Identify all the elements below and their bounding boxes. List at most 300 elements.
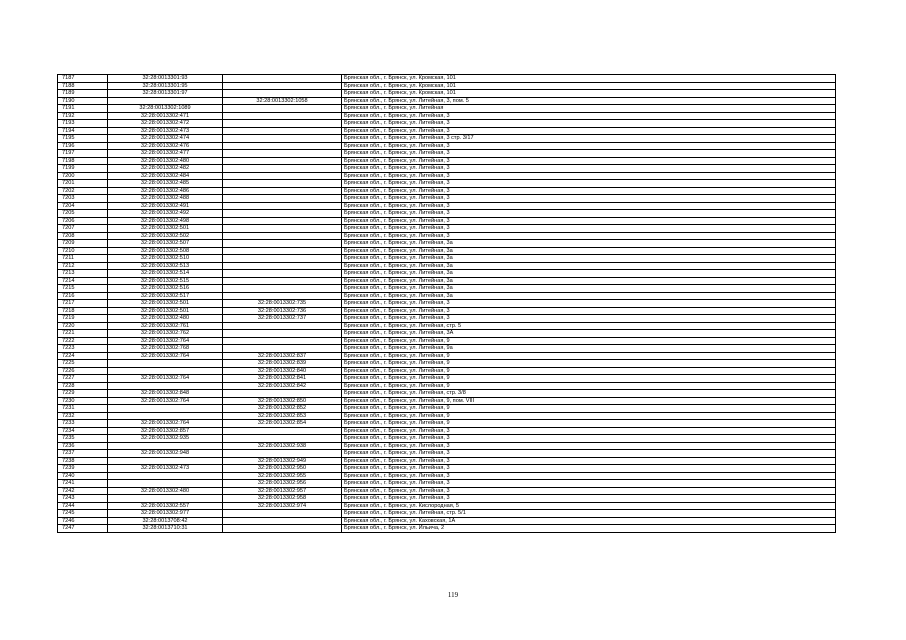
- table-row: [58, 292, 836, 300]
- object-number-cell: 32:28:0013302:837: [223, 352, 342, 360]
- address-cell: Брянская обл., г. Брянск, ул. Литейная, стр. 5/1: [342, 510, 836, 518]
- object-number-cell: [223, 337, 342, 345]
- row-number-cell: 7201: [58, 180, 108, 188]
- parcel-number-cell: [108, 97, 223, 105]
- address-cell: Брянская обл., г. Брянск, ул. Литейная, 9: [342, 352, 836, 360]
- object-number-cell: [223, 135, 342, 143]
- parcel-number-cell: 32:28:0013301:93: [108, 75, 223, 83]
- parcel-number-cell: 32:28:0013302:501: [108, 307, 223, 315]
- row-number-cell: 7198: [58, 157, 108, 165]
- parcel-number-cell: 32:28:0013302:857: [108, 427, 223, 435]
- address-cell: Брянская обл., г. Брянск, ул. Литейная, 9а: [342, 345, 836, 353]
- row-number-cell: 7240: [58, 472, 108, 480]
- parcel-number-cell: [108, 442, 223, 450]
- row-number-cell: 7191: [58, 105, 108, 113]
- table-row: [58, 142, 836, 150]
- object-number-cell: 32:28:0013302:735: [223, 300, 342, 308]
- row-number-cell: 7216: [58, 292, 108, 300]
- address-cell: Брянская обл., г. Брянск, ул. Литейная, 3а: [342, 292, 836, 300]
- row-number-cell: 7233: [58, 420, 108, 428]
- parcel-number-cell: 32:28:0013302:472: [108, 120, 223, 128]
- table-row: [58, 82, 836, 90]
- parcel-number-cell: 32:28:0013302:508: [108, 247, 223, 255]
- row-number-cell: 7231: [58, 405, 108, 413]
- parcel-number-cell: 32:28:0013302:480: [108, 315, 223, 323]
- parcel-number-cell: 32:28:0013302:764: [108, 420, 223, 428]
- page-number: 119: [447, 591, 459, 599]
- parcel-number-cell: [108, 405, 223, 413]
- table-row: [58, 390, 836, 398]
- table-row: [58, 300, 836, 308]
- object-number-cell: [223, 187, 342, 195]
- address-cell: Брянская обл., г. Брянск, ул. Литейная, 9, пом. VIII: [342, 397, 836, 405]
- row-number-cell: 7238: [58, 457, 108, 465]
- parcel-number-cell: 32:28:0013302:492: [108, 210, 223, 218]
- object-number-cell: [223, 217, 342, 225]
- parcel-number-cell: 32:28:0013302:764: [108, 375, 223, 383]
- parcel-number-cell: 32:28:0013302:485: [108, 180, 223, 188]
- table-row: [58, 420, 836, 428]
- object-number-cell: [223, 270, 342, 278]
- table-row: [58, 337, 836, 345]
- address-cell: Брянская обл., г. Брянск, ул. Ильича, 2: [342, 525, 836, 533]
- parcel-number-cell: 32:28:0013708:42: [108, 517, 223, 525]
- cadastral-table: [57, 74, 836, 533]
- row-number-cell: 7241: [58, 480, 108, 488]
- object-number-cell: [223, 247, 342, 255]
- row-number-cell: 7229: [58, 390, 108, 398]
- address-cell: Брянская обл., г. Брянск, ул. Литейная, 9: [342, 375, 836, 383]
- table-row: [58, 180, 836, 188]
- table-row: [58, 352, 836, 360]
- row-number-cell: 7189: [58, 90, 108, 98]
- table-row: [58, 450, 836, 458]
- address-cell: Брянская обл., г. Брянск, ул. Литейная, 3: [342, 232, 836, 240]
- parcel-number-cell: 32:28:0013302:517: [108, 292, 223, 300]
- object-number-cell: [223, 390, 342, 398]
- table-row: [58, 247, 836, 255]
- object-number-cell: 32:28:0013302:839: [223, 360, 342, 368]
- row-number-cell: 7221: [58, 330, 108, 338]
- parcel-number-cell: 32:28:0013302:1089: [108, 105, 223, 113]
- parcel-number-cell: 32:28:0013302:507: [108, 240, 223, 248]
- object-number-cell: [223, 262, 342, 270]
- address-cell: Брянская обл., г. Брянск, ул. Литейная, 3: [342, 225, 836, 233]
- address-cell: Брянская обл., г. Брянск, ул. Литейная, 3: [342, 480, 836, 488]
- table-row: [58, 465, 836, 473]
- object-number-cell: 32:28:0013302:974: [223, 502, 342, 510]
- row-number-cell: 7205: [58, 210, 108, 218]
- address-cell: Брянская обл., г. Брянск, ул. Литейная, 3а: [342, 262, 836, 270]
- parcel-number-cell: 32:28:0013302:764: [108, 352, 223, 360]
- parcel-number-cell: 32:28:0013302:474: [108, 135, 223, 143]
- object-number-cell: [223, 172, 342, 180]
- row-number-cell: 7196: [58, 142, 108, 150]
- table-row: [58, 435, 836, 443]
- row-number-cell: 7203: [58, 195, 108, 203]
- table-row: [58, 412, 836, 420]
- address-cell: Брянская обл., г. Брянск, ул. Литейная, 3а: [342, 240, 836, 248]
- address-cell: Брянская обл., г. Брянск, ул. Литейная, 3: [342, 202, 836, 210]
- parcel-number-cell: 32:28:0013302:513: [108, 262, 223, 270]
- table-row: [58, 382, 836, 390]
- table-row: [58, 187, 836, 195]
- table-row: [58, 172, 836, 180]
- parcel-number-cell: 32:28:0013301:95: [108, 82, 223, 90]
- row-number-cell: 7247: [58, 525, 108, 533]
- address-cell: Брянская обл., г. Брянск, ул. Литейная, 3: [342, 315, 836, 323]
- table-row: [58, 442, 836, 450]
- row-number-cell: 7212: [58, 262, 108, 270]
- parcel-number-cell: 32:28:0013302:764: [108, 337, 223, 345]
- table-row: [58, 480, 836, 488]
- row-number-cell: 7199: [58, 165, 108, 173]
- parcel-number-cell: 32:28:0013302:473: [108, 465, 223, 473]
- row-number-cell: 7244: [58, 502, 108, 510]
- object-number-cell: [223, 345, 342, 353]
- object-number-cell: 32:28:0013302:852: [223, 405, 342, 413]
- row-number-cell: 7207: [58, 225, 108, 233]
- table-row: [58, 225, 836, 233]
- address-cell: Брянская обл., г. Брянск, ул. Литейная, 3: [342, 472, 836, 480]
- address-cell: Брянская обл., г. Брянск, ул. Литейная, 3: [342, 495, 836, 503]
- table-row: [58, 315, 836, 323]
- address-cell: Брянская обл., г. Брянск, ул. Литейная, 3: [342, 450, 836, 458]
- object-number-cell: 32:28:0013302:949: [223, 457, 342, 465]
- table-row: [58, 210, 836, 218]
- table-body: [58, 75, 836, 533]
- address-cell: Брянская обл., г. Брянск, ул. Литейная, 3: [342, 300, 836, 308]
- row-number-cell: 7219: [58, 315, 108, 323]
- row-number-cell: 7218: [58, 307, 108, 315]
- parcel-number-cell: 32:28:0013302:476: [108, 142, 223, 150]
- address-cell: Брянская обл., г. Брянск, ул. Литейная, 3: [342, 157, 836, 165]
- object-number-cell: [223, 225, 342, 233]
- address-cell: Брянская обл., г. Брянск, ул. Литейная, 3: [342, 180, 836, 188]
- parcel-number-cell: [108, 472, 223, 480]
- table-row: [58, 120, 836, 128]
- parcel-number-cell: 32:28:0013302:491: [108, 202, 223, 210]
- row-number-cell: 7246: [58, 517, 108, 525]
- table-row: [58, 195, 836, 203]
- parcel-number-cell: [108, 457, 223, 465]
- object-number-cell: [223, 525, 342, 533]
- address-cell: Брянская обл., г. Брянск, ул. Литейная, 9: [342, 337, 836, 345]
- row-number-cell: 7193: [58, 120, 108, 128]
- parcel-number-cell: 32:28:0013302:762: [108, 330, 223, 338]
- object-number-cell: [223, 510, 342, 518]
- row-number-cell: 7234: [58, 427, 108, 435]
- row-number-cell: 7235: [58, 435, 108, 443]
- table-row: [58, 240, 836, 248]
- address-cell: Брянская обл., г. Брянск, ул. Литейная, 3а: [342, 285, 836, 293]
- object-number-cell: 32:28:0013302:958: [223, 495, 342, 503]
- object-number-cell: [223, 435, 342, 443]
- parcel-number-cell: [108, 495, 223, 503]
- address-cell: Брянская обл., г. Брянск, ул. Литейная, 3: [342, 195, 836, 203]
- object-number-cell: [223, 285, 342, 293]
- parcel-number-cell: 32:28:0013302:486: [108, 187, 223, 195]
- object-number-cell: 32:28:0013302:950: [223, 465, 342, 473]
- row-number-cell: 7239: [58, 465, 108, 473]
- table-row: [58, 105, 836, 113]
- object-number-cell: [223, 195, 342, 203]
- parcel-number-cell: [108, 382, 223, 390]
- row-number-cell: 7225: [58, 360, 108, 368]
- parcel-number-cell: 32:28:0013302:515: [108, 277, 223, 285]
- address-cell: Брянская обл., г. Брянск, ул. Литейная, 3: [342, 172, 836, 180]
- table-row: [58, 495, 836, 503]
- object-number-cell: [223, 165, 342, 173]
- parcel-number-cell: 32:28:0013302:473: [108, 127, 223, 135]
- address-cell: Брянская обл., г. Брянск, ул. Литейная, 3: [342, 487, 836, 495]
- row-number-cell: 7187: [58, 75, 108, 83]
- parcel-number-cell: 32:28:0013302:514: [108, 270, 223, 278]
- row-number-cell: 7211: [58, 255, 108, 263]
- object-number-cell: [223, 90, 342, 98]
- address-cell: Брянская обл., г. Брянск, ул. Литейная, 3: [342, 457, 836, 465]
- table-row: [58, 135, 836, 143]
- parcel-number-cell: 32:28:0013302:477: [108, 150, 223, 158]
- table-row: [58, 285, 836, 293]
- address-cell: Брянская обл., г. Брянск, ул. Литейная, 9: [342, 420, 836, 428]
- object-number-cell: [223, 240, 342, 248]
- table-row: [58, 322, 836, 330]
- object-number-cell: 32:28:0013302:736: [223, 307, 342, 315]
- parcel-number-cell: 32:28:0013302:557: [108, 502, 223, 510]
- table-row: [58, 487, 836, 495]
- table-row: [58, 165, 836, 173]
- table-row: [58, 75, 836, 83]
- address-cell: Брянская обл., г. Брянск, ул. Кислородная, 5: [342, 502, 836, 510]
- table-row: [58, 202, 836, 210]
- object-number-cell: [223, 292, 342, 300]
- address-cell: Брянская обл., г. Брянск, ул. Литейная, 3: [342, 427, 836, 435]
- address-cell: Брянская обл., г. Брянск, ул. Литейная, 9: [342, 405, 836, 413]
- object-number-cell: 32:28:0013302:938: [223, 442, 342, 450]
- address-cell: Брянская обл., г. Брянск, ул. Литейная, 3: [342, 435, 836, 443]
- parcel-number-cell: [108, 367, 223, 375]
- table-row: [58, 375, 836, 383]
- parcel-number-cell: 32:28:0013302:502: [108, 232, 223, 240]
- object-number-cell: [223, 142, 342, 150]
- row-number-cell: 7197: [58, 150, 108, 158]
- row-number-cell: 7217: [58, 300, 108, 308]
- row-number-cell: 7230: [58, 397, 108, 405]
- address-cell: Брянская обл., г. Брянск, ул. Литейная, 9: [342, 360, 836, 368]
- row-number-cell: 7206: [58, 217, 108, 225]
- table-row: [58, 150, 836, 158]
- table-row: [58, 330, 836, 338]
- table-row: [58, 157, 836, 165]
- row-number-cell: 7213: [58, 270, 108, 278]
- parcel-number-cell: 32:28:0013302:948: [108, 450, 223, 458]
- address-cell: Брянская обл., г. Брянск, ул. Литейная, 3: [342, 442, 836, 450]
- object-number-cell: [223, 277, 342, 285]
- row-number-cell: 7192: [58, 112, 108, 120]
- object-number-cell: [223, 232, 342, 240]
- object-number-cell: [223, 150, 342, 158]
- address-cell: Брянская обл., г. Брянск, ул. Литейная, 3: [342, 112, 836, 120]
- parcel-number-cell: 32:28:0013302:768: [108, 345, 223, 353]
- table-row: [58, 112, 836, 120]
- address-cell: Брянская обл., г. Брянск, ул. Литейная, 3: [342, 210, 836, 218]
- address-cell: Брянская обл., г. Брянск, ул. Литейная, 3а: [342, 255, 836, 263]
- address-cell: Брянская обл., г. Брянск, ул. Литейная, 3: [342, 187, 836, 195]
- table-row: [58, 270, 836, 278]
- table-row: [58, 345, 836, 353]
- address-cell: Брянская обл., г. Брянск, ул. Литейная, 3: [342, 142, 836, 150]
- object-number-cell: 32:28:0013302:841: [223, 375, 342, 383]
- table-row: [58, 517, 836, 525]
- table-row: [58, 510, 836, 518]
- row-number-cell: 7190: [58, 97, 108, 105]
- row-number-cell: 7236: [58, 442, 108, 450]
- parcel-number-cell: 32:28:0013301:97: [108, 90, 223, 98]
- object-number-cell: [223, 120, 342, 128]
- row-number-cell: 7222: [58, 337, 108, 345]
- row-number-cell: 7220: [58, 322, 108, 330]
- object-number-cell: 32:28:0013302:1058: [223, 97, 342, 105]
- table-row: [58, 367, 836, 375]
- object-number-cell: [223, 180, 342, 188]
- address-cell: Брянская обл., г. Брянск, ул. Литейная, 3: [342, 120, 836, 128]
- row-number-cell: 7210: [58, 247, 108, 255]
- table-row: [58, 127, 836, 135]
- row-number-cell: 7226: [58, 367, 108, 375]
- parcel-number-cell: 32:28:0013302:498: [108, 217, 223, 225]
- parcel-number-cell: 32:28:0013302:480: [108, 157, 223, 165]
- row-number-cell: 7224: [58, 352, 108, 360]
- table-row: [58, 307, 836, 315]
- row-number-cell: 7208: [58, 232, 108, 240]
- parcel-number-cell: 32:28:0013302:501: [108, 225, 223, 233]
- parcel-number-cell: 32:28:0013302:977: [108, 510, 223, 518]
- object-number-cell: [223, 427, 342, 435]
- object-number-cell: [223, 255, 342, 263]
- address-cell: Брянская обл., г. Брянск, ул. Кромская, 101: [342, 82, 836, 90]
- address-cell: Брянская обл., г. Брянск, ул. Литейная, 3А: [342, 330, 836, 338]
- address-cell: Брянская обл., г. Брянск, ул. Литейная, 3: [342, 150, 836, 158]
- row-number-cell: 7243: [58, 495, 108, 503]
- table-row: [58, 502, 836, 510]
- object-number-cell: [223, 210, 342, 218]
- object-number-cell: 32:28:0013302:956: [223, 480, 342, 488]
- address-cell: Брянская обл., г. Брянск, ул. Литейная, 9: [342, 382, 836, 390]
- table-row: [58, 397, 836, 405]
- object-number-cell: 32:28:0013302:840: [223, 367, 342, 375]
- parcel-number-cell: 32:28:0013302:848: [108, 390, 223, 398]
- parcel-number-cell: 32:28:0013710:31: [108, 525, 223, 533]
- parcel-number-cell: 32:28:0013302:471: [108, 112, 223, 120]
- object-number-cell: 32:28:0013302:853: [223, 412, 342, 420]
- object-number-cell: [223, 202, 342, 210]
- row-number-cell: 7214: [58, 277, 108, 285]
- address-cell: Брянская обл., г. Брянск, ул. Литейная, 3: [342, 307, 836, 315]
- parcel-number-cell: 32:28:0013302:764: [108, 397, 223, 405]
- row-number-cell: 7204: [58, 202, 108, 210]
- address-cell: Брянская обл., г. Брянск, ул. Литейная, 3а: [342, 270, 836, 278]
- object-number-cell: [223, 517, 342, 525]
- row-number-cell: 7188: [58, 82, 108, 90]
- table-row: [58, 277, 836, 285]
- parcel-number-cell: [108, 360, 223, 368]
- address-cell: Брянская обл., г. Брянск, ул. Литейная, стр. 3/8: [342, 390, 836, 398]
- parcel-number-cell: 32:28:0013302:482: [108, 165, 223, 173]
- parcel-number-cell: 32:28:0013302:488: [108, 195, 223, 203]
- address-cell: Брянская обл., г. Брянск, ул. Каховская, 1А: [342, 517, 836, 525]
- row-number-cell: 7242: [58, 487, 108, 495]
- row-number-cell: 7228: [58, 382, 108, 390]
- object-number-cell: 32:28:0013302:850: [223, 397, 342, 405]
- object-number-cell: [223, 105, 342, 113]
- row-number-cell: 7227: [58, 375, 108, 383]
- address-cell: Брянская обл., г. Брянск, ул. Литейная, 3: [342, 217, 836, 225]
- table-row: [58, 262, 836, 270]
- parcel-number-cell: [108, 412, 223, 420]
- table-row: [58, 405, 836, 413]
- address-cell: Брянская обл., г. Брянск, ул. Литейная, 3, пом. 5: [342, 97, 836, 105]
- parcel-number-cell: 32:28:0013302:480: [108, 487, 223, 495]
- parcel-number-cell: 32:28:0013302:935: [108, 435, 223, 443]
- parcel-number-cell: 32:28:0013302:501: [108, 300, 223, 308]
- address-cell: Брянская обл., г. Брянск, ул. Литейная, 3: [342, 165, 836, 173]
- table-row: [58, 360, 836, 368]
- object-number-cell: 32:28:0013302:737: [223, 315, 342, 323]
- table-row: [58, 525, 836, 533]
- object-number-cell: 32:28:0013302:957: [223, 487, 342, 495]
- row-number-cell: 7223: [58, 345, 108, 353]
- object-number-cell: [223, 330, 342, 338]
- table-row: [58, 97, 836, 105]
- address-cell: Брянская обл., г. Брянск, ул. Кромская, 101: [342, 75, 836, 83]
- row-number-cell: 7195: [58, 135, 108, 143]
- object-number-cell: [223, 157, 342, 165]
- table-row: [58, 90, 836, 98]
- parcel-number-cell: 32:28:0013302:484: [108, 172, 223, 180]
- row-number-cell: 7237: [58, 450, 108, 458]
- row-number-cell: 7215: [58, 285, 108, 293]
- address-cell: Брянская обл., г. Брянск, ул. Литейная, 9: [342, 412, 836, 420]
- object-number-cell: 32:28:0013302:842: [223, 382, 342, 390]
- object-number-cell: [223, 82, 342, 90]
- object-number-cell: [223, 112, 342, 120]
- address-cell: Брянская обл., г. Брянск, ул. Кромская, 101: [342, 90, 836, 98]
- table-row: [58, 427, 836, 435]
- parcel-number-cell: 32:28:0013302:761: [108, 322, 223, 330]
- address-cell: Брянская обл., г. Брянск, ул. Литейная, 3а: [342, 247, 836, 255]
- address-cell: Брянская обл., г. Брянск, ул. Литейная, 3 стр. 3/17: [342, 135, 836, 143]
- object-number-cell: 32:28:0013302:955: [223, 472, 342, 480]
- object-number-cell: [223, 75, 342, 83]
- object-number-cell: [223, 450, 342, 458]
- address-cell: Брянская обл., г. Брянск, ул. Литейная, 3: [342, 127, 836, 135]
- table-row: [58, 472, 836, 480]
- row-number-cell: 7232: [58, 412, 108, 420]
- row-number-cell: 7194: [58, 127, 108, 135]
- parcel-number-cell: 32:28:0013302:516: [108, 285, 223, 293]
- row-number-cell: 7200: [58, 172, 108, 180]
- table-row: [58, 217, 836, 225]
- row-number-cell: 7209: [58, 240, 108, 248]
- address-cell: Брянская обл., г. Брянск, ул. Литейная: [342, 105, 836, 113]
- table-row: [58, 255, 836, 263]
- row-number-cell: 7202: [58, 187, 108, 195]
- object-number-cell: [223, 127, 342, 135]
- table-row: [58, 232, 836, 240]
- object-number-cell: 32:28:0013302:854: [223, 420, 342, 428]
- address-cell: Брянская обл., г. Брянск, ул. Литейная, стр. 5: [342, 322, 836, 330]
